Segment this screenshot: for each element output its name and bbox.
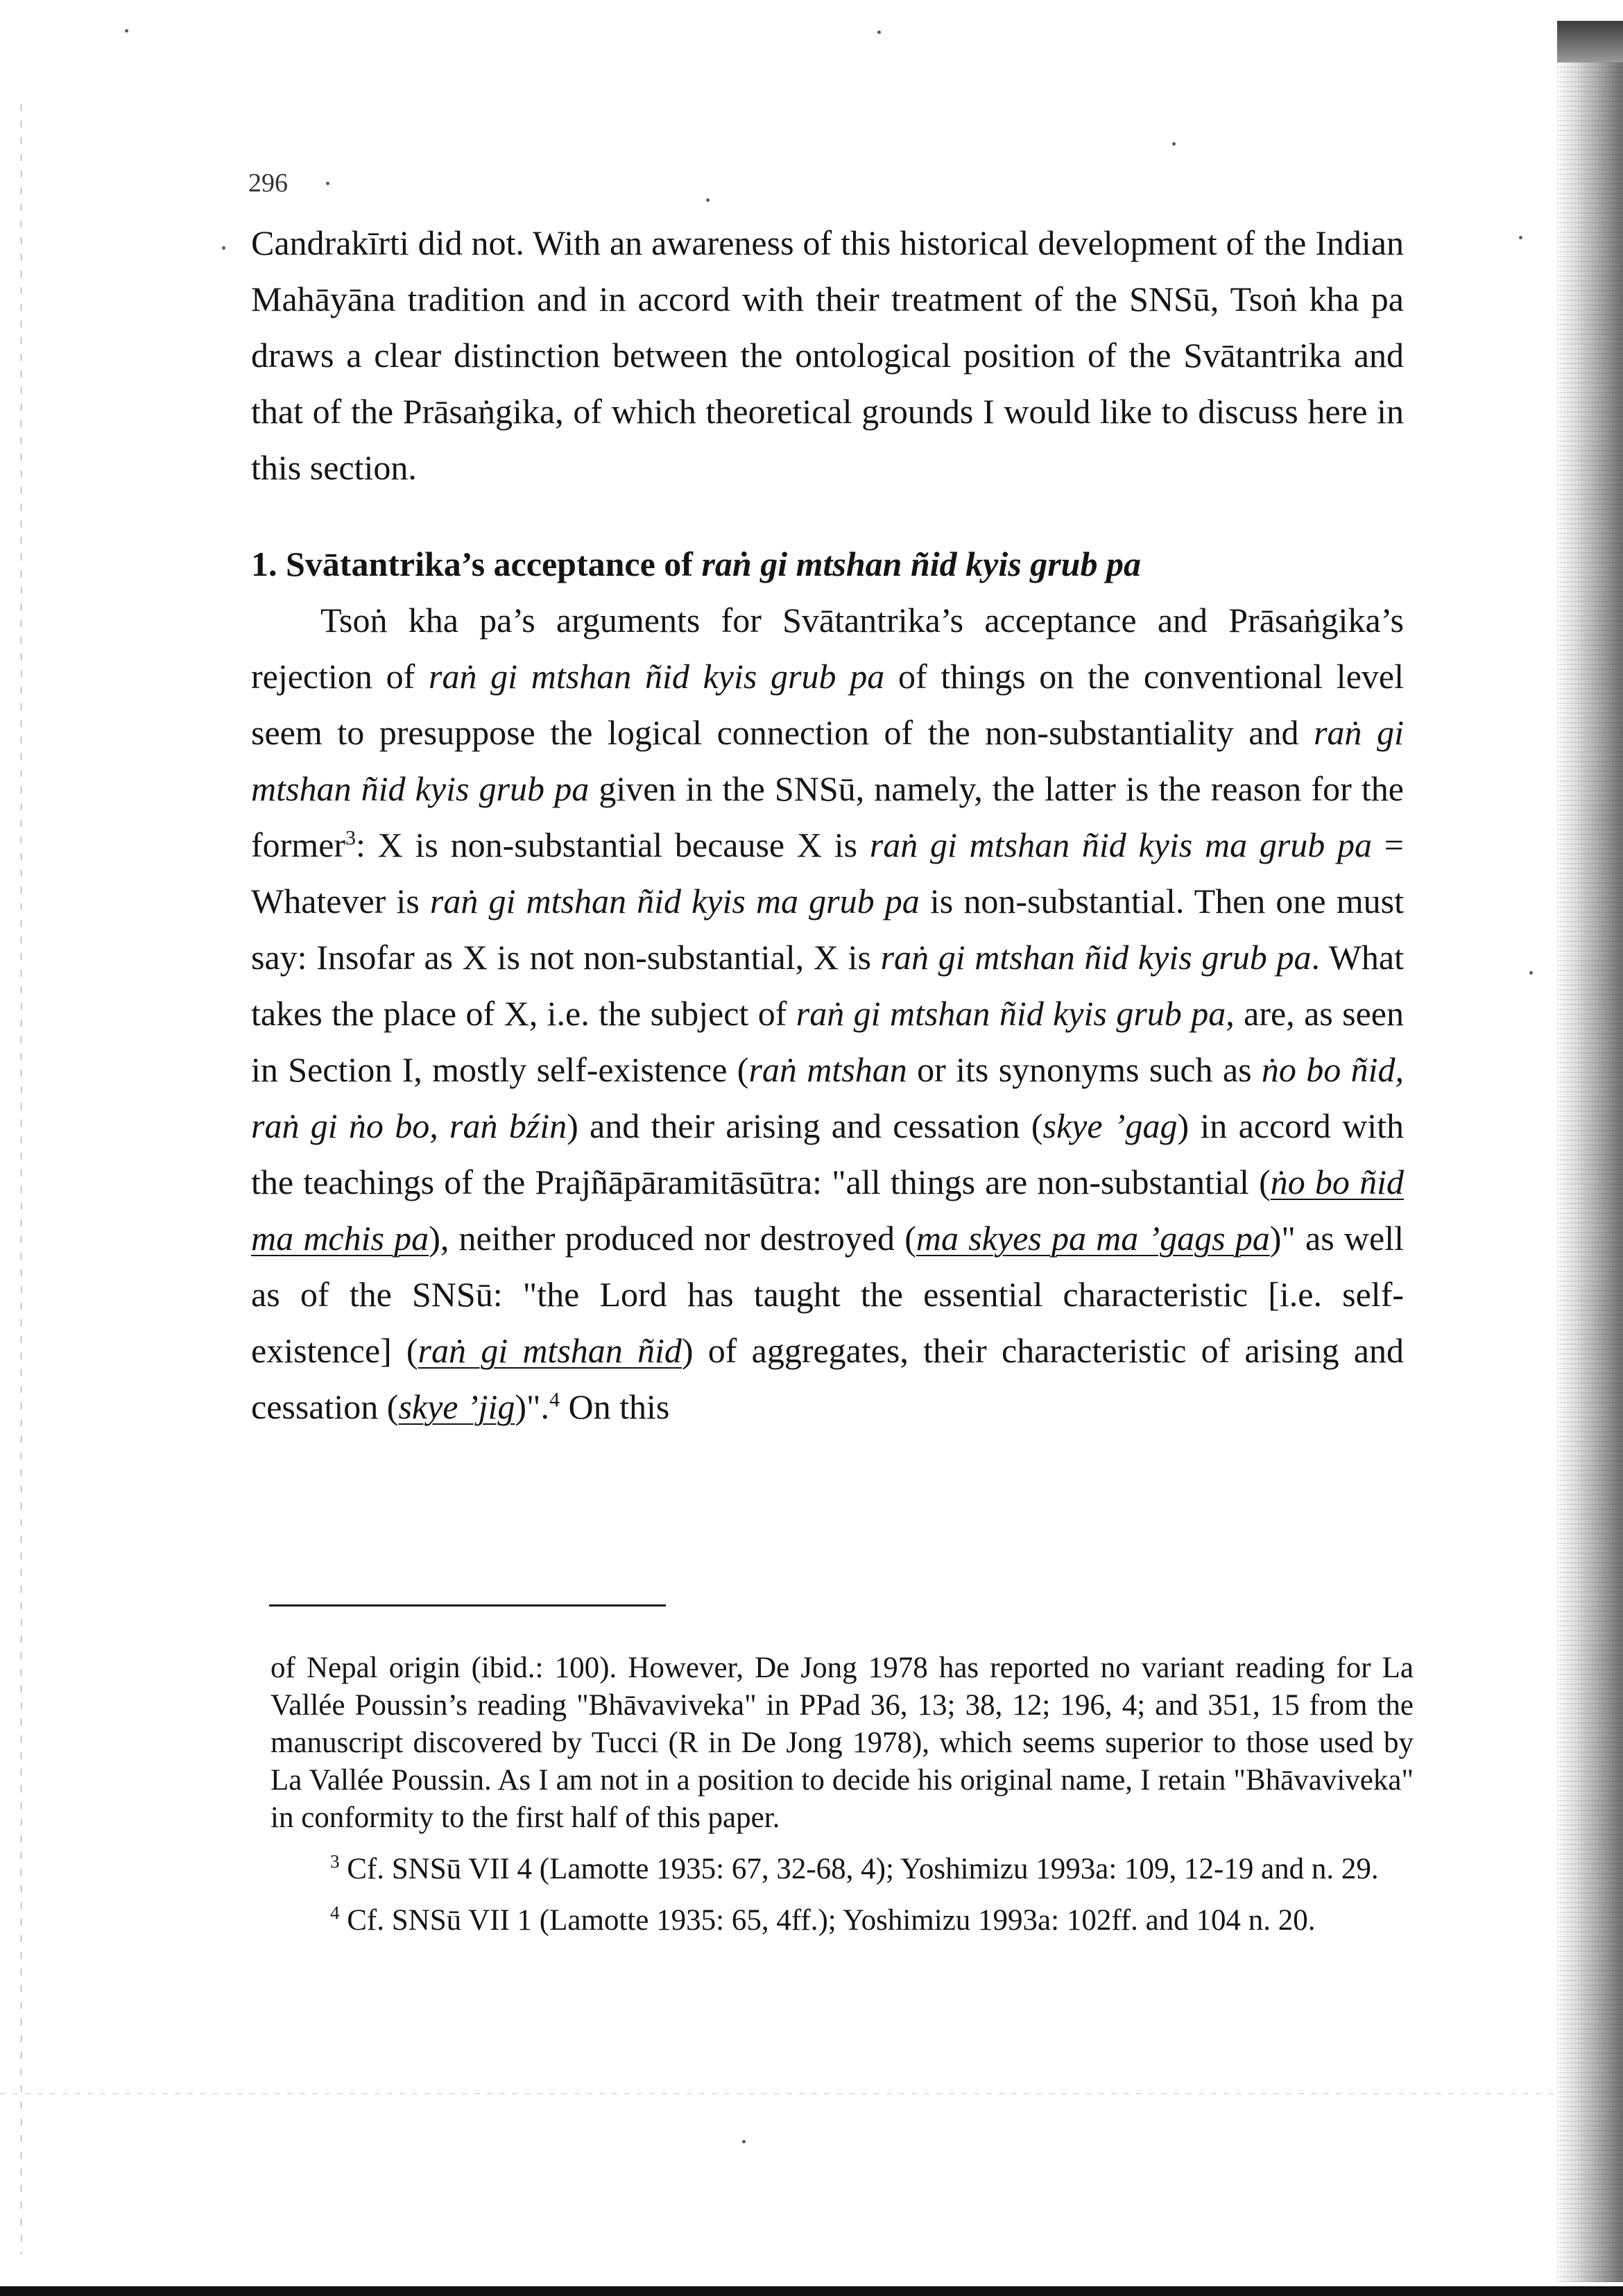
- footnotes: [270, 1650, 1414, 1953]
- scan-speck: [125, 29, 128, 33]
- tibetan-term: raṅ gi mtshan ñid kyis grub pa: [429, 657, 885, 696]
- tibetan-term: raṅ gi mtshan ñid kyis grub pa: [251, 713, 1404, 808]
- tibetan-term: raṅ gi mtshan ñid kyis ma grub pa: [869, 825, 1373, 864]
- scan-artifact-line: [0, 2093, 1561, 2094]
- tibetan-term: raṅ mtshan: [748, 1050, 907, 1089]
- text-run: of things on the conventional level seem to presuppose the logical connection of the non-substantiality and: [251, 657, 1404, 752]
- text-run: is non-substantial. Then one must say: Insofar as X is not non-substantial, X is: [251, 882, 1404, 977]
- text-run: given in the SNSū, namely, the latter is the reason for the former: [251, 769, 1404, 864]
- text-run: ) and their arising and cessation (: [567, 1106, 1043, 1145]
- main-paragraph: [251, 592, 1404, 1435]
- scan-bottom-border: [0, 2286, 1623, 2296]
- tibetan-term: raṅ gi mtshan ñid kyis grub pa: [880, 938, 1312, 977]
- tibetan-term: raṅ gi mtshan ñid kyis ma grub pa: [429, 882, 920, 920]
- scan-speck: [326, 182, 329, 185]
- footnote-3: [270, 1851, 1414, 1888]
- tibetan-term: ṅo bo ñid, raṅ gi ṅo bo, raṅ bźin: [251, 1050, 1404, 1145]
- margin-line: [21, 104, 22, 2254]
- scan-speck: [706, 198, 710, 202]
- scan-speck: [1529, 971, 1533, 975]
- text-run: ) in accord with the teachings of the Prajñāpāramitāsūtra: "all things are non-substantial (: [251, 1106, 1404, 1201]
- scan-speck: [877, 31, 881, 34]
- text-run: )".: [515, 1387, 549, 1426]
- scan-speck: [742, 2140, 746, 2143]
- body-text: [251, 215, 1404, 1435]
- underlined-term: skye ’jig: [398, 1387, 515, 1426]
- text-run: ), neither produced nor destroyed (: [429, 1219, 916, 1258]
- underlined-term: raṅ gi mtshan ñid: [418, 1331, 682, 1370]
- heading-term: raṅ gi mtshan ñid kyis grub pa: [701, 545, 1141, 583]
- tibetan-term: skye ’gag: [1042, 1106, 1178, 1145]
- underlined-term: ma skyes pa ma ’gags pa: [916, 1219, 1270, 1258]
- text-run: . What takes the place of X, i.e. the subject of: [251, 938, 1404, 1033]
- heading-prefix: 1. Svātantrika’s acceptance of: [251, 545, 702, 583]
- section-heading: [251, 536, 1404, 592]
- footnote-4: [270, 1902, 1414, 1939]
- text-run: = Whatever is: [251, 825, 1405, 920]
- text-run: : X is non-substantial because X is: [356, 825, 870, 864]
- tibetan-term: raṅ gi mtshan ñid kyis grub pa: [796, 994, 1226, 1033]
- scan-speck: [1519, 236, 1522, 239]
- scan-speck: [1172, 142, 1176, 146]
- scanner-edge-shadow: [1557, 21, 1623, 2282]
- footnote-text: Cf. SNSū VII 1 (Lamotte 1935: 65, 4ff.); Yoshimizu 1993a: 102ff. and 104 n. 20.: [339, 1904, 1316, 1937]
- page-number: 296: [248, 169, 288, 198]
- footnote-number: 4: [330, 1902, 340, 1924]
- footnote-number: 3: [330, 1851, 340, 1872]
- text-run: Tsoṅ kha pa’s arguments for Svātantrika’s acceptance and Prāsaṅgika’s rejection of: [251, 601, 1404, 696]
- text-run: ) of aggregates, their characteristic of arising and cessation (: [251, 1331, 1405, 1426]
- footnote-separator: [269, 1604, 666, 1607]
- scan-speck: [222, 246, 225, 250]
- footnote-continued: of Nepal origin (ibid.: 100). However, De Jong 1978 has reported no variant reading for La Vallée Poussin’s reading "Bhāvaviveka" in PPad 36, 13; 38, 12; 196, 4; and 351, 15 from the manuscript discovered by Tucci (R in De Jong 1978), which seems superior to those used by La Vallée Poussin. As I am not in a position to decide his original name, I retain "Bhāvaviveka" in conformity to the first half of this paper.: [270, 1652, 1414, 1834]
- footnote-ref-4: 4: [549, 1388, 560, 1412]
- footnote-ref-3: 3: [345, 826, 357, 850]
- scanner-edge-corner: [1557, 21, 1623, 62]
- text-run: or its synonyms such as: [907, 1050, 1262, 1089]
- text-run: , are, as seen in Section I, mostly self-existence (: [251, 994, 1404, 1089]
- text-run: On this: [559, 1387, 670, 1426]
- underlined-term: ṅo bo ñid ma mchis pa: [251, 1163, 1404, 1258]
- text-run: )" as well as of the SNSū: "the Lord has taught the essential characteristic [i.e. self-existence] (: [251, 1219, 1404, 1370]
- intro-paragraph: Candrakīrti did not. With an awareness of this historical development of the Indian Mahāyāna tradition and in accord with their treatment of the SNSū, Tsoṅ kha pa draws a clear distinction between the ontological position of the Svātantrika and that of the Prāsaṅgika, of which theoretical grounds I would like to discuss here in this section.: [251, 223, 1404, 487]
- footnote-text: Cf. SNSū VII 4 (Lamotte 1935: 67, 32-68, 4); Yoshimizu 1993a: 109, 12-19 and n. 29.: [339, 1853, 1379, 1885]
